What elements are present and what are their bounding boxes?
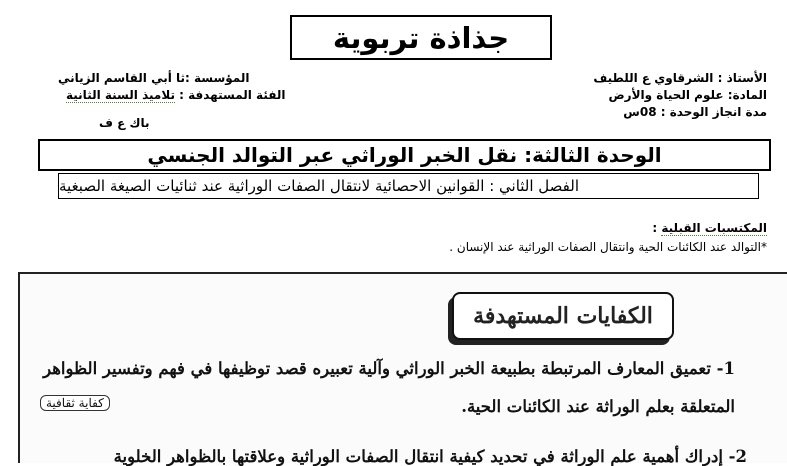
prerequisites-text: *التوالد عند الكائنات الحية وانتقال الصفات الوراثية عند الإنسان . <box>449 240 767 254</box>
target-group <box>66 87 286 103</box>
competency-type-tag: كفاية ثقافية <box>40 395 110 411</box>
duration-value: 08س <box>623 105 657 119</box>
competencies-heading: الكفايات المستهدفة <box>452 292 674 340</box>
target-label: الفئة المستهدفة : <box>179 88 286 102</box>
prerequisites-heading-suffix: : <box>652 221 662 235</box>
competency-1-line-2: المتعلقة بعلم الوراثة عند الكائنات الحية. <box>461 397 735 416</box>
unit-title: الوحدة الثالثة: نقل الخبر الوراثي عبر التوالد الجنسي <box>38 139 771 171</box>
subject: المادة: علوم الحياة والأرض <box>608 88 767 102</box>
competency-2-line-1: 2- إدراك أهمية علم الوراثة في تحديد كيفية انتقال الصفات الوراثية وعلاقتها بالظواهر الخلوية <box>113 447 747 466</box>
chapter-title: الفصل الثاني : القوانين الاحصائية لانتقال الصفات الوراثية عند ثنائيات الصيغة الصبغية <box>58 173 759 199</box>
competency-1-line-1: 1- تعميق المعارف المرتبطة بطبيعة الخبر الوراثي وآلية تعبيره قصد توظيفها في فهم وتفسير الظواهر <box>43 359 735 378</box>
prerequisites-heading <box>652 221 767 235</box>
teacher-name: الأستاذ : الشرقاوي ع اللطيف <box>593 71 767 85</box>
prerequisites-heading-text: المكتسبات القبلية <box>661 221 767 235</box>
school-name: المؤسسة :ثا أبي القاسم الزياني <box>58 71 250 85</box>
class-level: باك ع ف <box>99 116 150 130</box>
page-title: جذاذة تربوية <box>290 15 552 60</box>
duration-label: مدة انجاز الوحدة : <box>660 105 767 119</box>
unit-duration <box>623 104 767 120</box>
target-value: تلاميذ السنة الثانية <box>66 88 175 102</box>
